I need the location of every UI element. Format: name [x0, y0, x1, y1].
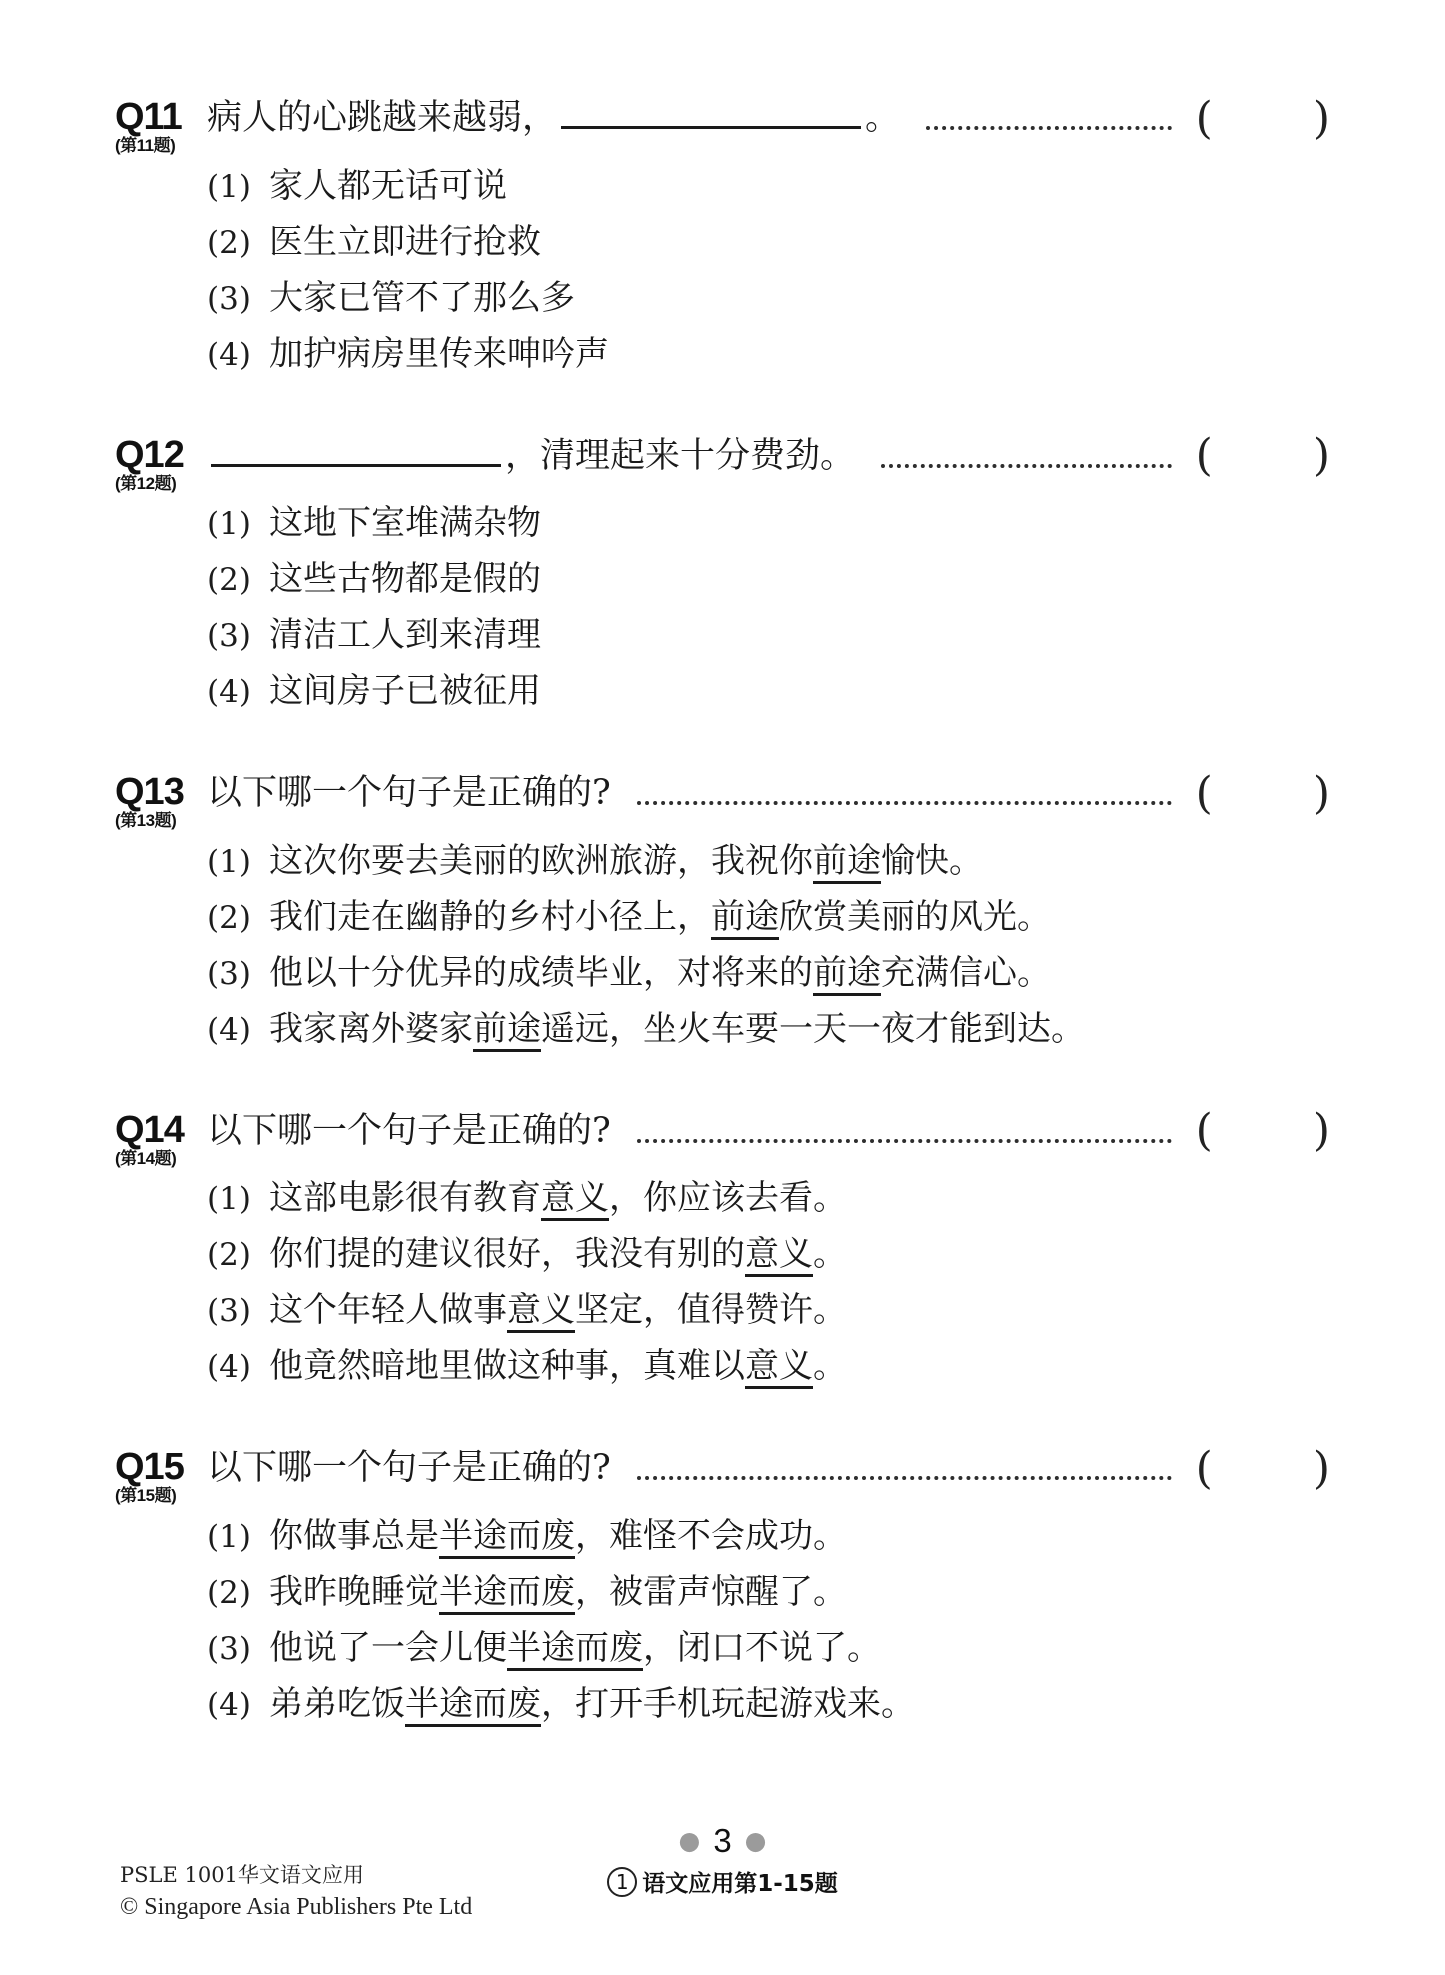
answer-bracket-close: ): [1312, 1442, 1330, 1494]
option-text-segment: 愉快。: [881, 840, 983, 881]
question-q15: [115, 1442, 1330, 1740]
question-subnumber: (第11题): [115, 136, 176, 155]
stem-blank-line: [211, 462, 501, 467]
question-label: [115, 1108, 205, 1169]
question-stem: [207, 1109, 611, 1155]
option-row: [207, 1234, 1330, 1290]
option-text-segment: 我家离外婆家: [269, 1008, 473, 1049]
underlined-term: 前途: [473, 1008, 541, 1049]
dotted-leader: [637, 782, 1172, 805]
options-list: [207, 166, 1330, 390]
dotted-leader: [926, 107, 1172, 130]
copyright-notice: © Singapore Asia Publishers Pte Ltd: [120, 1894, 473, 1921]
stem-text: ，清理起来十分费劲。: [505, 435, 856, 476]
option-text-segment: ，你应该去看。: [609, 1178, 847, 1218]
answer-bracket-close: ): [1312, 430, 1330, 482]
question-number: Q11: [115, 96, 182, 138]
option-row: [207, 1290, 1330, 1346]
page-dot-left-icon: ●: [678, 1826, 701, 1855]
dotted-leader: [881, 445, 1172, 468]
option-text: [269, 1572, 847, 1613]
stem-blank-line: [561, 124, 861, 129]
answer-bracket-open: (: [1195, 92, 1213, 144]
question-number: Q14: [115, 1108, 184, 1151]
option-text-segment: 你们提的建议很好，我没有别的: [269, 1234, 745, 1274]
option-row: [207, 1628, 1330, 1684]
option-number: (1): [207, 168, 251, 205]
answer-bracket-open: (: [1195, 1442, 1213, 1494]
footer-left: [120, 1862, 472, 1921]
option-text-segment: 这间房子已被征用: [269, 671, 541, 711]
option-text-segment: 加护病房里传来呻吟声: [269, 333, 609, 374]
underlined-term: 意义: [745, 1234, 813, 1274]
option-number: (4): [207, 336, 251, 373]
option-number: (2): [207, 1574, 251, 1611]
option-row: [207, 1684, 1330, 1740]
option-text: [269, 222, 541, 263]
question-header: [207, 767, 1330, 819]
question-number: Q12: [115, 433, 184, 476]
section-number-badge: 1: [607, 1867, 637, 1897]
question-q12: [115, 430, 1330, 728]
option-row: [207, 671, 1330, 727]
question-subnumber: (第15题): [115, 1486, 177, 1505]
option-text-segment: 你做事总是: [269, 1515, 439, 1556]
options-list: [207, 503, 1330, 727]
underlined-term: 意义: [541, 1178, 609, 1218]
option-text-segment: 弟弟吃饭: [269, 1683, 405, 1724]
option-number: (3): [207, 1293, 251, 1329]
option-row: [207, 334, 1330, 390]
option-number: (2): [207, 562, 251, 598]
question-header: [207, 92, 1330, 144]
option-row: [207, 1516, 1330, 1572]
dotted-leader: [637, 1120, 1172, 1143]
option-number: (1): [207, 506, 251, 542]
option-row: [207, 503, 1330, 559]
stem-text: 以下哪一个句子是正确的?: [207, 773, 611, 813]
option-text-segment: 清洁工人到来清理: [269, 615, 541, 655]
option-number: (3): [207, 1630, 251, 1667]
option-text: [269, 1290, 847, 1331]
stem-text: 。: [865, 98, 901, 138]
option-text: [269, 1178, 847, 1219]
question-q14: [115, 1105, 1330, 1403]
option-number: (4): [207, 1011, 251, 1048]
option-number: (4): [207, 1349, 251, 1385]
section-title: 语文应用第1-15题: [642, 1871, 838, 1897]
option-text: [269, 503, 541, 544]
option-text-segment: 这些古物都是假的: [269, 559, 541, 599]
option-text-segment: 他竟然暗地里做这种事，真难以: [269, 1346, 745, 1386]
question-subnumber: (第14题): [115, 1148, 177, 1168]
underlined-term: 前途: [711, 896, 779, 937]
option-text-segment: ，闭口不说了。: [643, 1627, 881, 1668]
option-text: [269, 1009, 1085, 1050]
underlined-term: 意义: [745, 1346, 813, 1386]
option-row: [207, 897, 1330, 953]
option-text: [269, 1346, 847, 1387]
option-number: (2): [207, 224, 251, 261]
underlined-term: 前途: [813, 952, 881, 993]
option-row: [207, 1572, 1330, 1628]
option-row: [207, 953, 1330, 1009]
option-text-segment: 这部电影很有教育: [269, 1178, 541, 1218]
underlined-term: 半途而废: [405, 1683, 541, 1724]
questions: [115, 92, 1330, 1784]
option-text: [269, 278, 575, 319]
question-label: [115, 773, 205, 831]
option-text: [269, 1628, 881, 1669]
option-row: [207, 615, 1330, 671]
page-dot-right-icon: ●: [744, 1826, 767, 1855]
underlined-term: 意义: [507, 1290, 575, 1330]
option-number: (1): [207, 843, 251, 880]
question-number: Q15: [115, 1446, 184, 1488]
option-text-segment: 充满信心。: [881, 952, 1051, 993]
option-text: [269, 166, 507, 207]
option-number: (2): [207, 899, 251, 936]
answer-bracket-close: ): [1312, 1105, 1330, 1157]
option-text-segment: 坚定，值得赞许。: [575, 1290, 847, 1330]
option-text-segment: ，被雷声惊醒了。: [575, 1571, 847, 1612]
options-list: [207, 1178, 1330, 1402]
question-q13: [115, 767, 1330, 1065]
answer-bracket-open: (: [1195, 1105, 1213, 1157]
option-text-segment: 他说了一会儿便: [269, 1627, 507, 1668]
option-row: [207, 841, 1330, 897]
option-text-segment: 家人都无话可说: [269, 165, 507, 206]
page-number-line: [0, 1824, 1445, 1857]
option-row: [207, 1346, 1330, 1402]
option-text: [269, 1516, 847, 1557]
option-text: [269, 671, 541, 712]
question-label: [115, 1448, 205, 1506]
question-header: [207, 430, 1330, 482]
options-list: [207, 1516, 1330, 1740]
book-title: PSLE 1001华文语文应用: [120, 1863, 364, 1887]
option-number: (3): [207, 955, 251, 992]
option-text-segment: 。: [813, 1346, 847, 1386]
options-list: [207, 841, 1330, 1065]
option-number: (4): [207, 1686, 251, 1723]
answer-bracket-open: (: [1195, 767, 1213, 819]
option-row: [207, 278, 1330, 334]
option-number: (1): [207, 1181, 251, 1217]
option-text-segment: 遥远，坐火车要一天一夜才能到达。: [541, 1008, 1085, 1049]
option-text-segment: 我昨晚睡觉: [269, 1571, 439, 1612]
option-row: [207, 222, 1330, 278]
option-text-segment: 医生立即进行抢救: [269, 221, 541, 262]
option-text: [269, 1234, 847, 1275]
dotted-leader: [637, 1457, 1172, 1480]
option-text: [269, 334, 609, 375]
option-text-segment: ，难怪不会成功。: [575, 1515, 847, 1556]
question-label: [115, 433, 205, 494]
option-text-segment: 他以十分优异的成绩毕业，对将来的: [269, 952, 813, 993]
option-text-segment: 大家已管不了那么多: [269, 277, 575, 318]
question-stem: [207, 771, 611, 817]
option-text-segment: 我们走在幽静的乡村小径上，: [269, 896, 711, 937]
answer-bracket-open: (: [1195, 430, 1213, 482]
option-number: (1): [207, 1518, 251, 1555]
option-text-segment: 这个年轻人做事: [269, 1290, 507, 1330]
option-text-segment: 这次你要去美丽的欧洲旅游，我祝你: [269, 840, 813, 881]
option-row: [207, 1178, 1330, 1234]
stem-text: 以下哪一个句子是正确的?: [207, 1448, 611, 1488]
question-header: [207, 1105, 1330, 1157]
question-stem: [207, 1446, 611, 1492]
question-stem: [207, 96, 900, 142]
option-text: [269, 841, 983, 882]
question-stem: [207, 434, 855, 480]
question-number: Q13: [115, 771, 184, 813]
answer-bracket-close: ): [1312, 92, 1330, 144]
answer-bracket-close: ): [1312, 767, 1330, 819]
option-number: (3): [207, 618, 251, 654]
option-text-segment: 这地下室堆满杂物: [269, 503, 541, 543]
option-text-segment: ，打开手机玩起游戏来。: [541, 1683, 915, 1724]
option-text: [269, 1684, 915, 1725]
option-row: [207, 166, 1330, 222]
question-label: [115, 98, 205, 156]
option-text: [269, 615, 541, 656]
question-header: [207, 1442, 1330, 1494]
option-number: (4): [207, 674, 251, 710]
option-text-segment: 。: [813, 1234, 847, 1274]
option-text: [269, 897, 1051, 938]
stem-text: 病人的心跳越来越弱，: [207, 98, 558, 138]
option-text: [269, 559, 541, 600]
option-number: (2): [207, 1237, 251, 1273]
question-subnumber: (第13题): [115, 811, 177, 830]
question-subnumber: (第12题): [115, 473, 177, 493]
underlined-term: 半途而废: [439, 1515, 575, 1556]
question-q11: [115, 92, 1330, 390]
option-text: [269, 953, 1051, 994]
underlined-term: 前途: [813, 840, 881, 881]
page-number: 3: [713, 1822, 732, 1859]
option-row: [207, 559, 1330, 615]
option-row: [207, 1009, 1330, 1065]
underlined-term: 半途而废: [439, 1571, 575, 1612]
underlined-term: 半途而废: [507, 1627, 643, 1668]
option-number: (3): [207, 280, 251, 317]
stem-text: 以下哪一个句子是正确的?: [207, 1110, 611, 1151]
option-text-segment: 欣赏美丽的风光。: [779, 896, 1051, 937]
